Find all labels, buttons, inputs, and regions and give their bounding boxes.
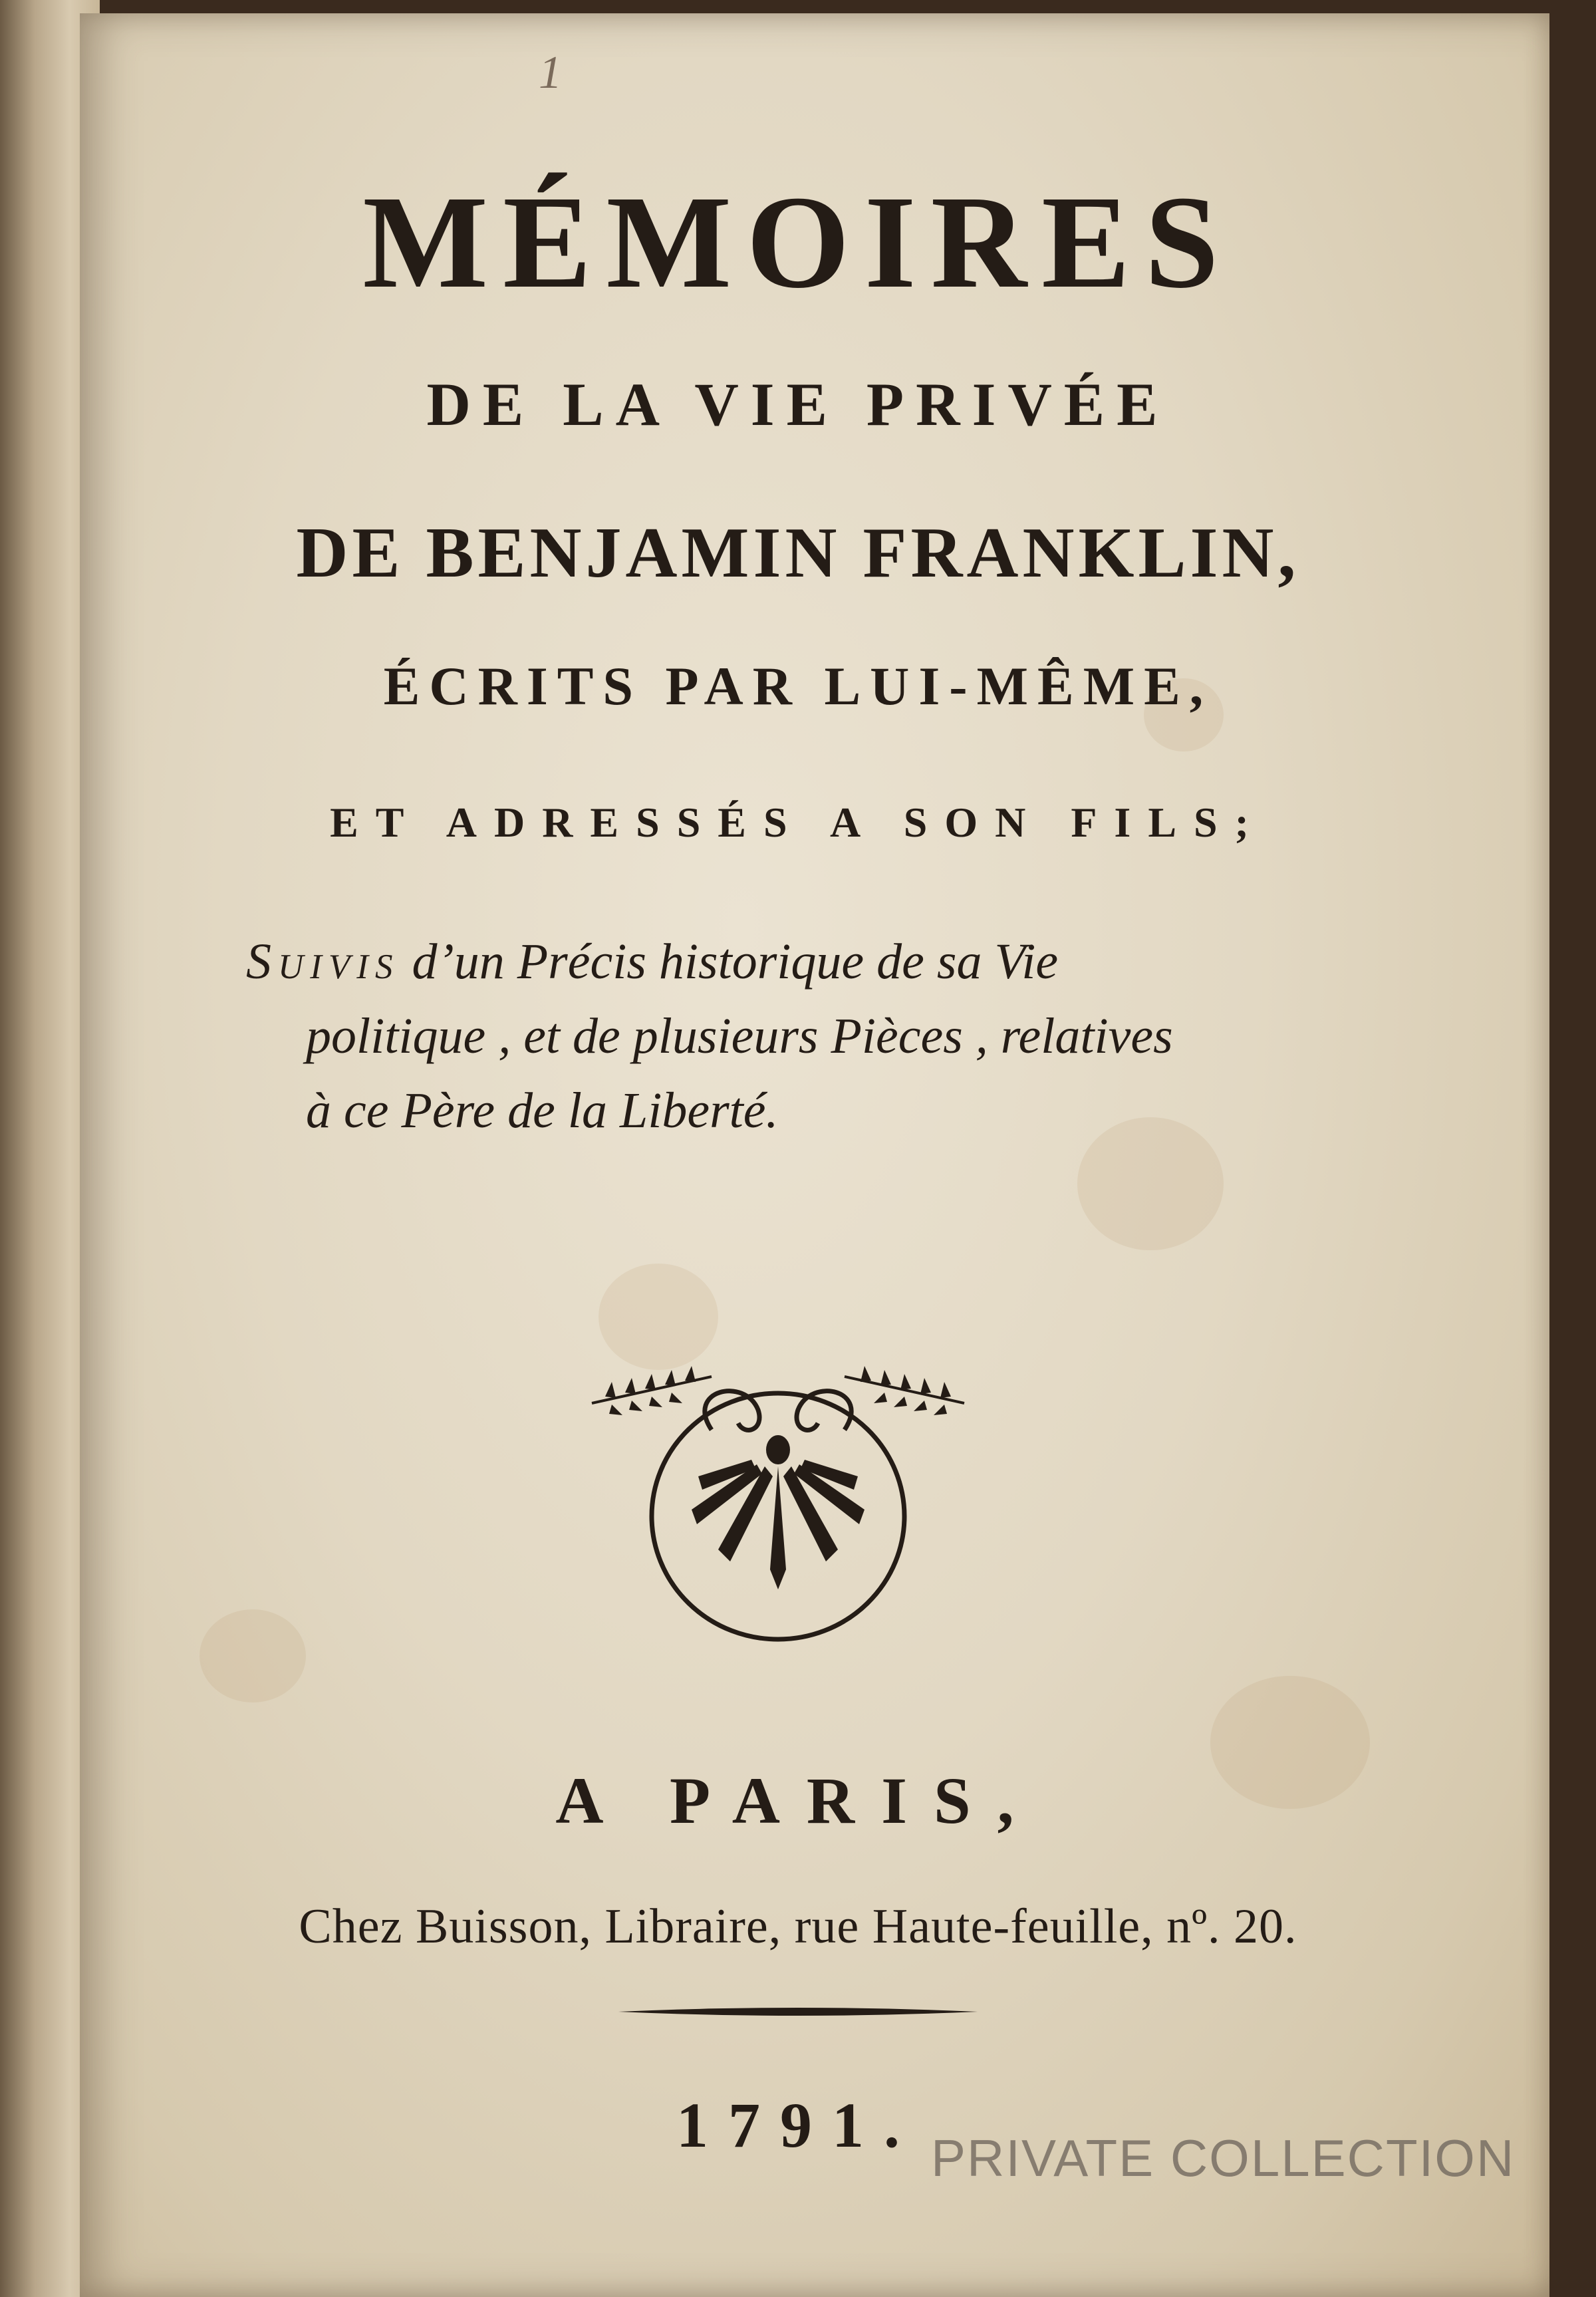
subtitle-line-4: ET ADRESSÉS A SON FILS; bbox=[330, 799, 1266, 846]
description-lead-word: Suivis bbox=[246, 934, 400, 990]
watermark: PRIVATE COLLECTION bbox=[931, 2129, 1516, 2187]
description-line-1: Suivis d’un Précis historique de sa Vie bbox=[246, 934, 1059, 990]
imprint-publisher: Chez Buisson, Libraire, rue Haute-feuille, nº. 20. bbox=[299, 1899, 1297, 1954]
shell-palm-ornament-icon bbox=[585, 1350, 971, 1643]
decorative-rule bbox=[618, 1998, 978, 2025]
description-block bbox=[246, 924, 1343, 1148]
subtitle-line-1: DE LA VIE PRIVÉE bbox=[426, 370, 1170, 438]
description-line-2: politique , et de plusieurs Pièces , relatives bbox=[306, 1008, 1173, 1064]
subtitle-line-2: DE BENJAMIN FRANKLIN, bbox=[296, 513, 1300, 593]
pencil-mark: 1 bbox=[539, 47, 562, 98]
imprint-city: A PARIS, bbox=[555, 1764, 1041, 1837]
description-line-3: à ce Père de la Liberté. bbox=[306, 1083, 779, 1139]
page-title: MÉMOIRES bbox=[362, 169, 1234, 316]
imprint-year: 1791. bbox=[676, 2090, 920, 2161]
subtitle-line-3: ÉCRITS PAR LUI-MÊME, bbox=[383, 656, 1213, 716]
